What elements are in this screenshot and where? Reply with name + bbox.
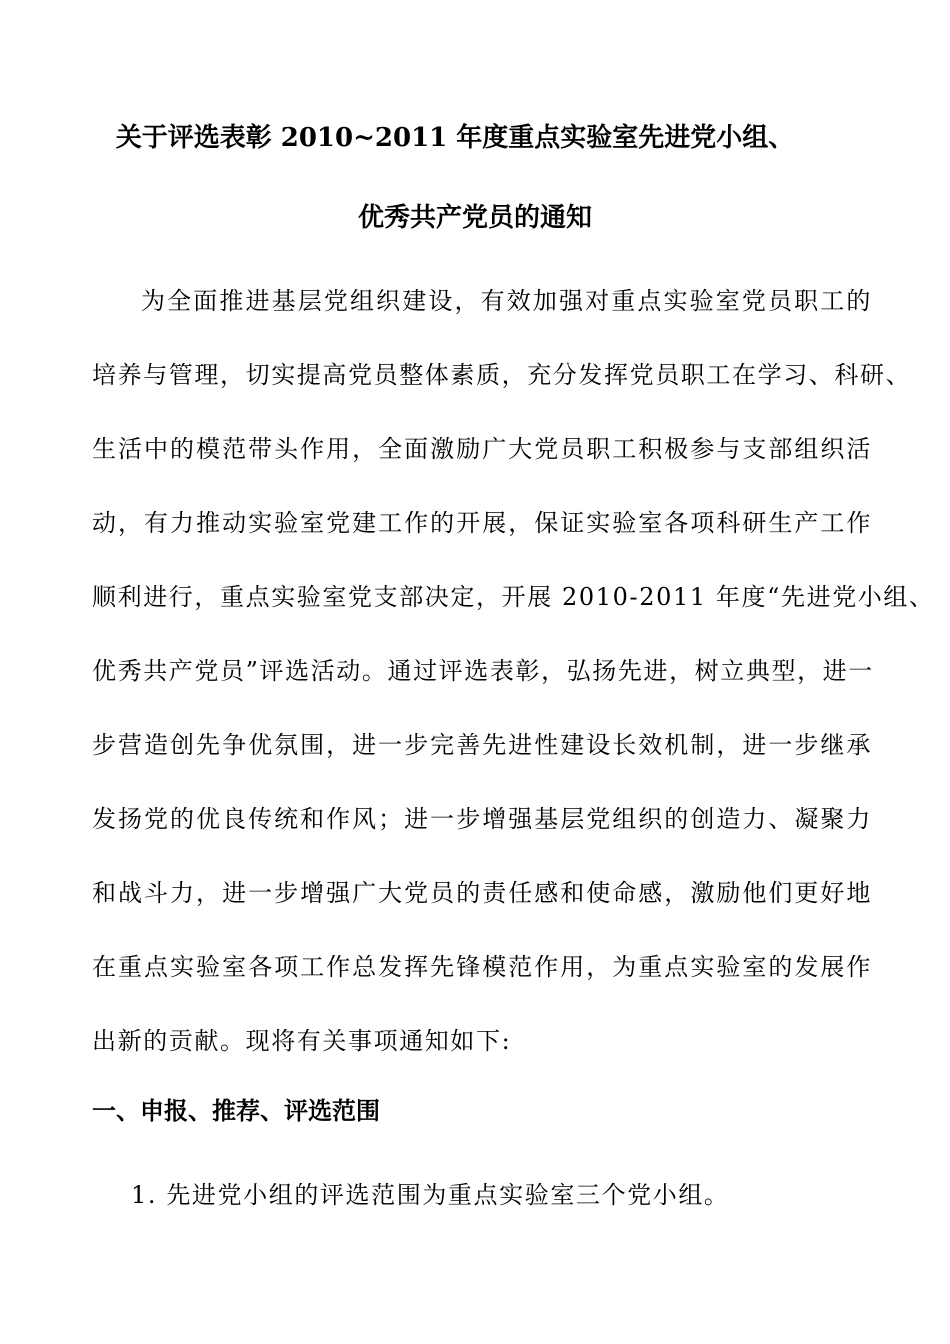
document-title-line-1: 关于评选表彰 2010~2011 年度重点实验室先进党小组、: [115, 123, 795, 153]
section-heading: 一、申报、推荐、评选范围: [92, 1097, 380, 1125]
document-title-line-2: 优秀共产党员的通知: [357, 203, 592, 233]
body-line: 优秀共产党员”评选活动。通过评选表彰，弘扬先进，树立典型，进一: [92, 657, 874, 685]
body-line: 在重点实验室各项工作总发挥先锋模范作用，为重点实验室的发展作: [92, 953, 872, 981]
body-line: 生活中的模范带头作用，全面激励广大党员职工积极参与支部组织活: [92, 435, 872, 463]
body-line: 出新的贡献。现将有关事项通知如下:: [92, 1027, 512, 1055]
body-line: 动，有力推动实验室党建工作的开展，保证实验室各项科研生产工作: [92, 509, 872, 537]
body-line: 和战斗力，进一步增强广大党员的责任感和使命感，激励他们更好地: [92, 879, 872, 907]
body-line: 为全面推进基层党组织建设，有效加强对重点实验室党员职工的: [141, 287, 872, 315]
body-line: 发扬党的优良传统和作风；进一步增强基层党组织的创造力、凝聚力: [92, 805, 872, 833]
body-line: 顺利进行，重点实验室党支部决定，开展 2010-2011 年度“先进党小组、: [92, 583, 935, 611]
list-item: 1. 先进党小组的评选范围为重点实验室三个党小组。: [131, 1181, 730, 1209]
body-line: 步营造创先争优氛围，进一步完善先进性建设长效机制，进一步继承: [92, 731, 872, 759]
body-line: 培养与管理，切实提高党员整体素质，充分发挥党员职工在学习、科研、: [92, 361, 912, 389]
